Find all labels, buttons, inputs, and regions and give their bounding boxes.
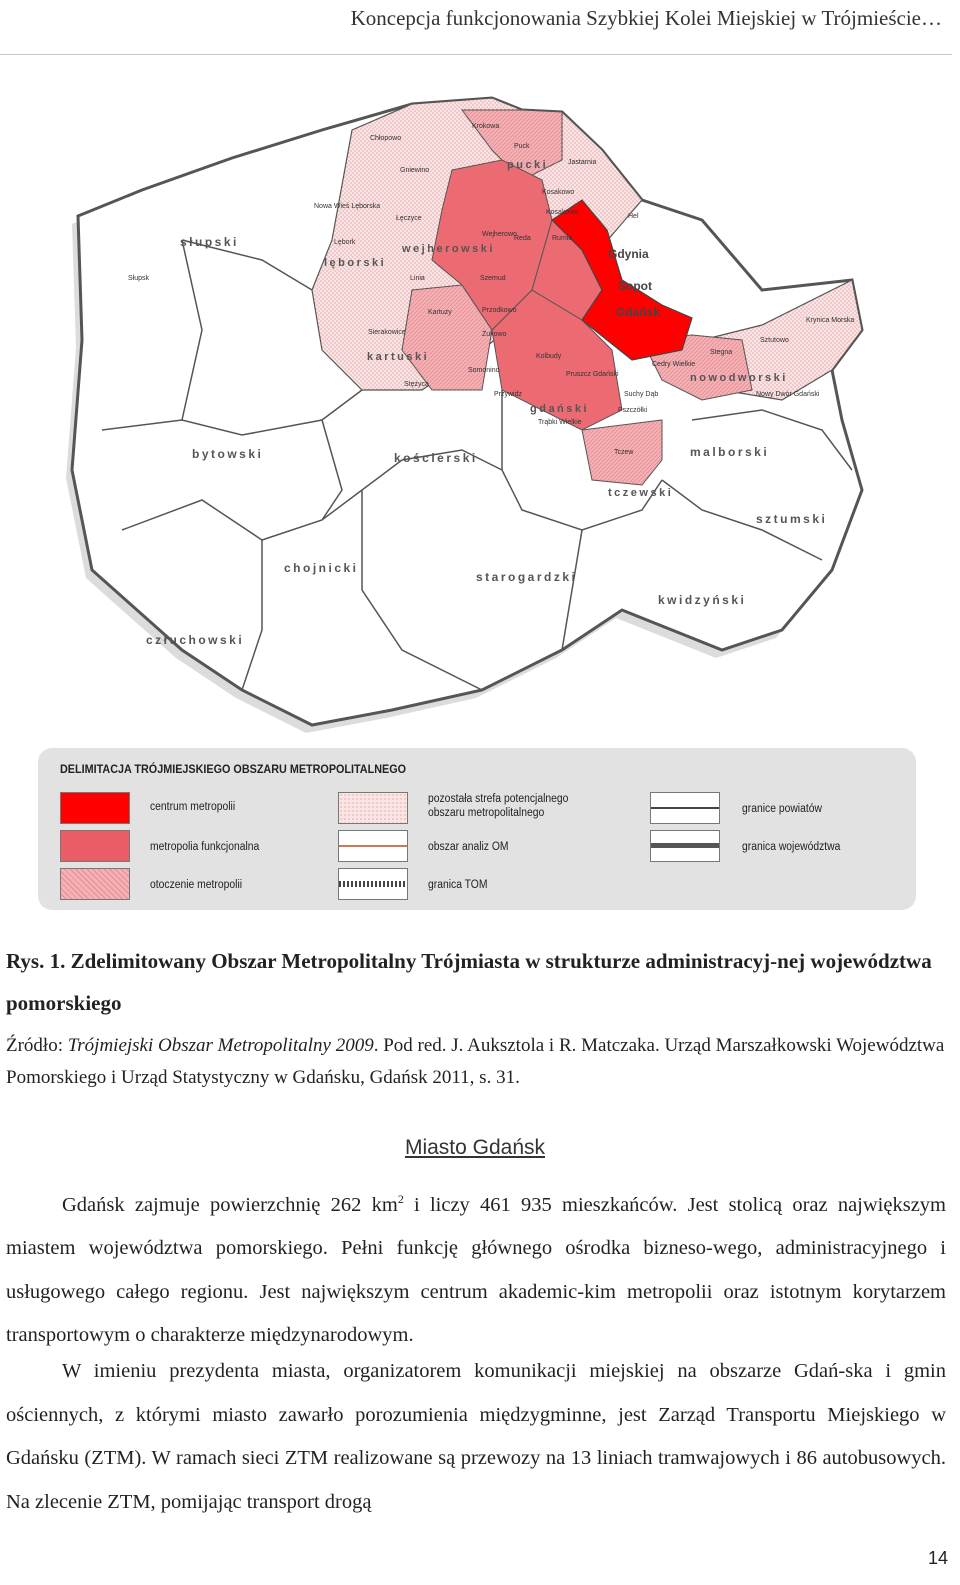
legend-swatch-tom [338, 868, 408, 900]
figure-caption: Rys. 1. Zdelimitowany Obszar Metropolitalny Trójmiasta w strukturze administracyj-nej województwa pomorskiego [6, 949, 932, 1015]
legend-label: obszar analiz OM [428, 841, 509, 853]
county-label: człuchowski [146, 633, 245, 647]
paragraph-2: W imieniu prezydenta miasta, organizatorem komunikacji miejskiej na obszarze Gdań-ska i gmin ościennych, z którymi miasto zawarło porozumienia międzygminne, jest Zarząd Transportu Miejskiego w Gdańsku (ZTM). W ramach sieci ZTM realizowane są przewozy na 13 liniach tramwajowych i 86 autobusowych. Na zlecenie ZTM, pomijając transport drogą [6, 1360, 946, 1513]
legend-label: centrum metropolii [150, 801, 236, 813]
gmina-label: Kosakowo [542, 189, 575, 196]
gmina-label: Stegna [710, 349, 733, 356]
legend-label: pozostała strefa potencjalnego obszaru metropolitalnego [428, 793, 569, 819]
county-label: starogardzki [476, 570, 578, 584]
legend-swatch-pozostala [338, 792, 408, 824]
legend-swatch-powiaty [650, 792, 720, 824]
county-label: lęborski [324, 257, 387, 269]
figure-source [6, 1030, 950, 1094]
gmina-label: Słupsk [128, 275, 150, 282]
gmina-label: Linia [410, 275, 425, 282]
county-label: kartuski [367, 351, 430, 363]
gmina-label: Przywidz [494, 391, 523, 398]
county-label: pucki [507, 159, 549, 171]
gmina-label: Sierakowice [368, 329, 406, 336]
legend-swatch-otoczenie [60, 868, 130, 900]
legend-label: granica województwa [742, 841, 841, 853]
legend-label: granice powiatów [742, 803, 822, 815]
gmina-label: Tczew [614, 449, 634, 456]
gmina-label: Somonino [468, 367, 500, 374]
county-label: kwidzyński [658, 593, 747, 607]
map-legend [38, 748, 916, 910]
gmina-label: Wejherowo [482, 231, 517, 238]
legend-label: metropolia funkcjonalna [150, 841, 260, 853]
pomorskie-map [62, 90, 892, 740]
legend-swatch-centrum [60, 792, 130, 824]
county-label: wejherowski [402, 243, 495, 255]
source-title: Trójmiejski Obszar Metropolitalny 2009 [67, 1035, 374, 1056]
gmina-label: Pruszcz Gdański [566, 371, 619, 378]
legend-title: DELIMITACJA TRÓJMIEJSKIEGO OBSZARU METROPOLITALNEGO [60, 762, 407, 776]
gmina-label: Nowa Wieś Lęborska [314, 203, 381, 210]
gmina-label: Łęczyce [396, 215, 422, 222]
county-label: słupski [180, 235, 239, 249]
legend-swatch-wojewodztwo [650, 830, 720, 862]
source-prefix: Źródło: [6, 1035, 68, 1056]
gmina-label: Lębork [334, 239, 356, 246]
gmina-label: Kolbudy [536, 353, 562, 360]
county-label: chojnicki [284, 561, 359, 575]
county-label: bytowski [192, 447, 264, 461]
legend-swatch-funkcjonalna [60, 830, 130, 862]
gmina-label: Krynica Morska [806, 317, 855, 324]
paragraph-1 [6, 1178, 946, 1358]
city-label: Gdynia [608, 247, 649, 261]
county-label: sztumski [756, 512, 828, 526]
page-header [0, 0, 952, 55]
gmina-label: Sztutowo [760, 337, 789, 344]
paragraph-1-start: Gdańsk zajmuje powierzchnię 262 km [62, 1193, 398, 1216]
legend-swatch-analiz [338, 830, 408, 862]
gmina-label: Pszczółki [618, 407, 648, 414]
superscript: 2 [397, 1192, 404, 1206]
gmina-label: Cedry Wielkie [652, 361, 696, 368]
gmina-label: Hel [628, 213, 639, 220]
legend-label: otoczenie metropolii [150, 879, 243, 891]
county-label: malborski [690, 445, 770, 459]
gmina-label: Suchy Dąb [624, 391, 659, 398]
legend-label: granica TOM [428, 879, 488, 891]
county-label: kościerski [394, 451, 478, 465]
gmina-label: Krokowa [472, 123, 500, 130]
gmina-label: Żukowo [482, 331, 507, 338]
source-rest: . Pod red. J. Auksztola i R. Matczaka. Urząd Marszałkowski Województwa Pomorskiego i Urząd Statystyczny w Gdańsku, Gdańsk 2011, s. 31. [6, 1035, 945, 1088]
gmina-label: Kartuzy [428, 309, 452, 316]
page-number: 14 [927, 1548, 948, 1568]
gmina-label: Trąbki Wielkie [538, 419, 582, 426]
gmina-label: Gniewino [400, 167, 430, 174]
gmina-label: Nowy Dwór Gdański [756, 391, 820, 398]
city-label: Sopot [618, 279, 652, 293]
gmina-label: Rumia [552, 235, 573, 242]
section-title: Miasto Gdańsk [404, 1136, 546, 1159]
gmina-label: Stężyca [404, 381, 429, 388]
gmina-label: Reda [514, 235, 531, 242]
county-label: gdański [530, 403, 590, 415]
paragraph-1-rest: i liczy 461 935 mieszkańców. Jest stolicą oraz największym miastem województwa pomorskiego. Pełni funkcję głównego ośrodka bizneso-wego, administracyjnego i usługowego całego regionu. Jest największym centrum akademic-kim metropolii oraz istotnym korytarzem transportowym o charakterze międzynarodowym. [6, 1193, 946, 1347]
map-svg [62, 90, 892, 740]
gmina-label: Kosakowo [546, 209, 579, 216]
gmina-label: Przodkowo [482, 307, 517, 314]
county-label: tczewski [608, 487, 674, 499]
gmina-label: Szemud [480, 275, 506, 282]
gmina-label: Puck [514, 143, 530, 150]
city-label: Gdańsk [616, 305, 661, 319]
county-label: nowodworski [690, 372, 788, 384]
gmina-label: Chłopowo [370, 135, 402, 142]
gmina-label: Jastarnia [568, 159, 597, 166]
header-title: Koncepcja funkcjonowania Szybkiej Kolei Miejskiej w Trójmieście… [350, 6, 942, 30]
